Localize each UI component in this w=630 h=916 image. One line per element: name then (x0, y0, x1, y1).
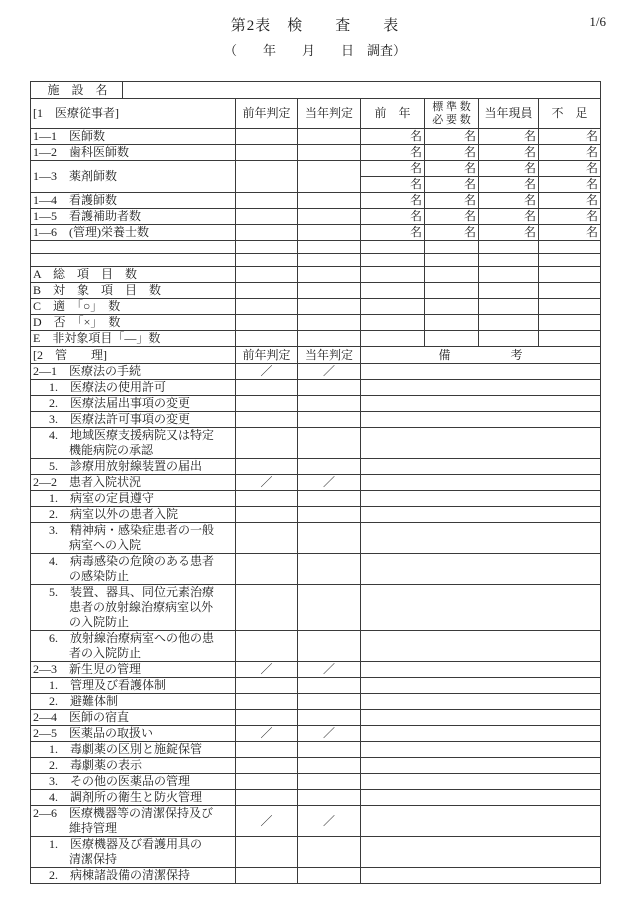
prev-judge-cell (236, 523, 298, 554)
label-line: 4. 病毒感染の危険のある患者 (49, 554, 215, 568)
remarks-cell (361, 837, 601, 868)
curr-judge-cell (298, 209, 361, 225)
curr-judge-cell (298, 742, 361, 758)
facility-row (31, 82, 601, 99)
doc-subtitle: （ 年 月 日 調査） (223, 43, 406, 58)
count-unit-cell: 名 (425, 129, 479, 145)
category-row-label (31, 475, 236, 491)
blank-cell (31, 241, 236, 254)
curr-judge-cell: ／ (298, 806, 361, 837)
prev-judge-cell (236, 225, 298, 241)
check-item-label (31, 459, 236, 475)
prev-judge-cell (236, 742, 298, 758)
prev-judge-cell (236, 412, 298, 428)
prev-judge-cell (236, 396, 298, 412)
remarks-cell (361, 631, 601, 662)
label-line: 機能病院の承認 (69, 443, 154, 457)
count-unit-cell: 名 (361, 209, 425, 225)
col-header-curr-judge: 当年判定 (298, 347, 361, 364)
remarks-cell (361, 459, 601, 475)
staff-row-label: 1—5 看護補助者数 (31, 209, 236, 225)
check-item-label (31, 585, 236, 631)
count-unit-cell: 名 (361, 225, 425, 241)
count-unit-cell: 名 (425, 145, 479, 161)
curr-judge-cell (298, 161, 361, 193)
remarks-cell (361, 662, 601, 678)
facility-name-label: 施 設 名 (33, 82, 123, 98)
curr-judge-cell: ／ (298, 726, 361, 742)
curr-judge-cell (298, 631, 361, 662)
summary-value-cell (539, 331, 601, 347)
blank-cell (479, 254, 539, 267)
check-item-label (31, 428, 236, 459)
blank-cell (539, 254, 601, 267)
label-line: 2. 病棟諸設備の清潔保持 (49, 868, 191, 882)
check-item-label (31, 523, 236, 554)
blank-cell (31, 254, 236, 267)
summary-value-cell (361, 331, 425, 347)
section1-title: [1 医療従事者] (31, 99, 236, 129)
summary-value-cell (479, 299, 539, 315)
staff-row-label: 1—3 薬剤師数 (31, 161, 236, 193)
prev-judge-cell (236, 585, 298, 631)
curr-judge-cell (298, 396, 361, 412)
curr-judge-cell (298, 491, 361, 507)
label-line: 3. 精神病・感染症患者の一般 (49, 523, 215, 537)
prev-judge-cell (236, 774, 298, 790)
prev-judge-cell (236, 710, 298, 726)
blank-cell (479, 241, 539, 254)
summary-value-cell (298, 267, 361, 283)
count-unit-cell: 名 (361, 177, 425, 193)
label-line: 1. 医療法の使用許可 (49, 380, 167, 394)
col-header-shortage: 不 足 (539, 99, 601, 129)
summary-value-cell (236, 315, 298, 331)
count-unit-cell: 名 (539, 177, 601, 193)
summary-value-cell (236, 331, 298, 347)
count-unit-cell: 名 (425, 225, 479, 241)
remarks-cell (361, 710, 601, 726)
check-item-label (31, 554, 236, 585)
category-row-label (31, 364, 236, 380)
remarks-cell (361, 475, 601, 491)
label-line: 2—1 医療法の手続 (33, 364, 142, 378)
summary-value-cell (539, 315, 601, 331)
label-line: 2—4 医師の宿直 (33, 710, 130, 724)
section2-title: [2 管 理] (31, 347, 236, 364)
page-number: 1/6 (589, 14, 606, 29)
check-item-label (31, 507, 236, 523)
label-line: 4. 調剤所の衛生と防火管理 (49, 790, 203, 804)
curr-judge-cell (298, 554, 361, 585)
summary-value-cell (539, 283, 601, 299)
prev-judge-cell (236, 380, 298, 396)
summary-value-cell (479, 283, 539, 299)
remarks-cell (361, 726, 601, 742)
label-line: 2. 医療法届出事項の変更 (49, 396, 191, 410)
count-unit-cell: 名 (479, 177, 539, 193)
summary-row-label: C 適 「○」 数 (31, 299, 236, 315)
check-item-label (31, 396, 236, 412)
prev-judge-cell (236, 129, 298, 145)
remarks-cell (361, 412, 601, 428)
inspection-table (30, 81, 601, 884)
prev-judge-cell: ／ (236, 726, 298, 742)
category-row-label (31, 806, 236, 837)
summary-value-cell (425, 315, 479, 331)
curr-judge-cell (298, 428, 361, 459)
summary-value-cell (539, 267, 601, 283)
label-line: 維持管理 (69, 821, 118, 835)
prev-judge-cell: ／ (236, 364, 298, 380)
curr-judge-cell: ／ (298, 364, 361, 380)
prev-judge-cell: ／ (236, 806, 298, 837)
prev-judge-cell (236, 491, 298, 507)
curr-judge-cell (298, 868, 361, 884)
label-line: 2—2 患者入院状況 (33, 475, 142, 489)
curr-judge-cell (298, 459, 361, 475)
count-unit-cell: 名 (361, 161, 425, 177)
blank-cell (361, 254, 425, 267)
prev-judge-cell (236, 790, 298, 806)
summary-value-cell (298, 299, 361, 315)
summary-row-label: E 非対象項目「—」数 (31, 331, 236, 347)
summary-value-cell (361, 315, 425, 331)
count-unit-cell: 名 (479, 145, 539, 161)
count-unit-cell: 名 (479, 225, 539, 241)
col-header-curr-judge: 当年判定 (298, 99, 361, 129)
summary-value-cell (236, 267, 298, 283)
label-line: 病室への入院 (69, 538, 142, 552)
col-header-standard-required (425, 99, 479, 129)
remarks-cell (361, 678, 601, 694)
category-row-label (31, 726, 236, 742)
count-unit-cell: 名 (539, 145, 601, 161)
label-line: 2. 毒劇薬の表示 (49, 758, 143, 772)
remarks-cell (361, 523, 601, 554)
summary-row-label: D 否 「×」 数 (31, 315, 236, 331)
prev-judge-cell (236, 209, 298, 225)
curr-judge-cell (298, 225, 361, 241)
curr-judge-cell (298, 678, 361, 694)
prev-judge-cell (236, 193, 298, 209)
label-line: 4. 地域医療支援病院又は特定 (49, 428, 215, 442)
remarks-cell (361, 868, 601, 884)
count-unit-cell: 名 (539, 209, 601, 225)
label-line: の感染防止 (69, 569, 130, 583)
staff-row-label: 1—2 歯科医師数 (31, 145, 236, 161)
label-line: 者の入院防止 (69, 646, 142, 660)
curr-judge-cell (298, 193, 361, 209)
col-header-standard-line: 標 準 数 (432, 100, 471, 113)
table-body (31, 82, 601, 884)
remarks-cell (361, 507, 601, 523)
curr-judge-cell (298, 758, 361, 774)
blank-cell (425, 241, 479, 254)
doc-title: 第2表 検 査 表 (230, 18, 400, 34)
count-unit-cell: 名 (425, 209, 479, 225)
label-line: 1. 病室の定員遵守 (49, 491, 155, 505)
summary-value-cell (361, 299, 425, 315)
label-line: 1. 毒劇薬の区別と施錠保管 (49, 742, 203, 756)
summary-row-label: B 対 象 項 目 数 (31, 283, 236, 299)
label-line: 6. 放射線治療病室への他の患 (49, 631, 215, 645)
remarks-cell (361, 380, 601, 396)
prev-judge-cell (236, 631, 298, 662)
check-item-label (31, 758, 236, 774)
label-line: 2—6 医療機器等の清潔保持及び (33, 806, 214, 820)
curr-judge-cell (298, 710, 361, 726)
count-unit-cell: 名 (479, 193, 539, 209)
count-unit-cell: 名 (425, 161, 479, 177)
curr-judge-cell: ／ (298, 662, 361, 678)
curr-judge-cell (298, 694, 361, 710)
remarks-cell (361, 364, 601, 380)
blank-cell (425, 254, 479, 267)
label-line: 患者の放射線治療病室以外 (69, 600, 214, 614)
check-item-label (31, 742, 236, 758)
check-item-label (31, 631, 236, 662)
count-unit-cell: 名 (479, 129, 539, 145)
count-unit-cell: 名 (361, 129, 425, 145)
col-header-current-staff: 当年現員 (479, 99, 539, 129)
remarks-cell (361, 774, 601, 790)
staff-row-label: 1—1 医師数 (31, 129, 236, 145)
remarks-cell (361, 585, 601, 631)
check-item-label (31, 678, 236, 694)
label-line: 清潔保持 (69, 852, 118, 866)
blank-cell (539, 241, 601, 254)
remarks-cell (361, 758, 601, 774)
curr-judge-cell (298, 837, 361, 868)
summary-value-cell (425, 283, 479, 299)
prev-judge-cell (236, 837, 298, 868)
count-unit-cell: 名 (539, 193, 601, 209)
check-item-label (31, 380, 236, 396)
curr-judge-cell (298, 507, 361, 523)
remarks-cell (361, 491, 601, 507)
prev-judge-cell (236, 694, 298, 710)
curr-judge-cell (298, 774, 361, 790)
col-header-standard-line: 必 要 数 (432, 113, 471, 126)
col-header-remarks: 備 考 (361, 347, 601, 364)
summary-value-cell (298, 331, 361, 347)
label-line: 5. 診療用放射線装置の届出 (49, 459, 203, 473)
curr-judge-cell (298, 145, 361, 161)
blank-cell (236, 241, 298, 254)
prev-judge-cell (236, 868, 298, 884)
summary-value-cell (479, 315, 539, 331)
summary-value-cell (425, 267, 479, 283)
check-item-label (31, 868, 236, 884)
check-item-label (31, 491, 236, 507)
label-line: 2—3 新生児の管理 (33, 662, 142, 676)
prev-judge-cell: ／ (236, 475, 298, 491)
summary-value-cell (361, 283, 425, 299)
count-unit-cell: 名 (539, 225, 601, 241)
curr-judge-cell (298, 412, 361, 428)
document-header (0, 0, 630, 59)
summary-value-cell (236, 283, 298, 299)
staff-row-label: 1—6 (管理)栄養士数 (31, 225, 236, 241)
label-line: 5. 装置、器具、同位元素治療 (49, 585, 215, 599)
summary-value-cell (425, 331, 479, 347)
summary-value-cell (298, 315, 361, 331)
check-item-label (31, 790, 236, 806)
check-item-label (31, 837, 236, 868)
count-unit-cell: 名 (361, 145, 425, 161)
summary-value-cell (298, 283, 361, 299)
prev-judge-cell (236, 507, 298, 523)
curr-judge-cell: ／ (298, 475, 361, 491)
summary-value-cell (425, 299, 479, 315)
prev-judge-cell (236, 428, 298, 459)
remarks-cell (361, 428, 601, 459)
category-row-label (31, 662, 236, 678)
blank-cell (361, 241, 425, 254)
summary-value-cell (539, 299, 601, 315)
blank-cell (236, 254, 298, 267)
label-line: 1. 管理及び看護体制 (49, 678, 167, 692)
count-unit-cell: 名 (539, 129, 601, 145)
summary-row-label: A 総 項 目 数 (31, 267, 236, 283)
check-item-label (31, 412, 236, 428)
remarks-cell (361, 694, 601, 710)
label-line: 3. 医療法許可事項の変更 (49, 412, 191, 426)
prev-judge-cell (236, 554, 298, 585)
curr-judge-cell (298, 380, 361, 396)
facility-name-value (123, 82, 598, 98)
curr-judge-cell (298, 523, 361, 554)
summary-value-cell (361, 267, 425, 283)
label-line: 2—5 医薬品の取扱い (33, 726, 154, 740)
check-item-label (31, 774, 236, 790)
count-unit-cell: 名 (479, 161, 539, 177)
count-unit-cell: 名 (361, 193, 425, 209)
count-unit-cell: 名 (425, 193, 479, 209)
count-unit-cell: 名 (425, 177, 479, 193)
summary-value-cell (479, 331, 539, 347)
remarks-cell (361, 790, 601, 806)
summary-value-cell (479, 267, 539, 283)
prev-judge-cell (236, 161, 298, 193)
check-item-label (31, 694, 236, 710)
remarks-cell (361, 806, 601, 837)
blank-cell (298, 254, 361, 267)
category-row-label (31, 710, 236, 726)
curr-judge-cell (298, 585, 361, 631)
label-line: の入院防止 (69, 615, 130, 629)
label-line: 1. 医療機器及び看護用具の (49, 837, 203, 851)
col-header-prev-year: 前 年 (361, 99, 425, 129)
blank-cell (298, 241, 361, 254)
col-header-prev-judge: 前年判定 (236, 347, 298, 364)
count-unit-cell: 名 (539, 161, 601, 177)
prev-judge-cell: ／ (236, 662, 298, 678)
remarks-cell (361, 554, 601, 585)
remarks-cell (361, 742, 601, 758)
curr-judge-cell (298, 129, 361, 145)
prev-judge-cell (236, 758, 298, 774)
curr-judge-cell (298, 790, 361, 806)
prev-judge-cell (236, 145, 298, 161)
prev-judge-cell (236, 459, 298, 475)
staff-row-label: 1—4 看護師数 (31, 193, 236, 209)
label-line: 2. 病室以外の患者入院 (49, 507, 179, 521)
summary-value-cell (236, 299, 298, 315)
label-line: 2. 避難体制 (49, 694, 119, 708)
count-unit-cell: 名 (479, 209, 539, 225)
col-header-prev-judge: 前年判定 (236, 99, 298, 129)
remarks-cell (361, 396, 601, 412)
prev-judge-cell (236, 678, 298, 694)
label-line: 3. その他の医薬品の管理 (49, 774, 191, 788)
